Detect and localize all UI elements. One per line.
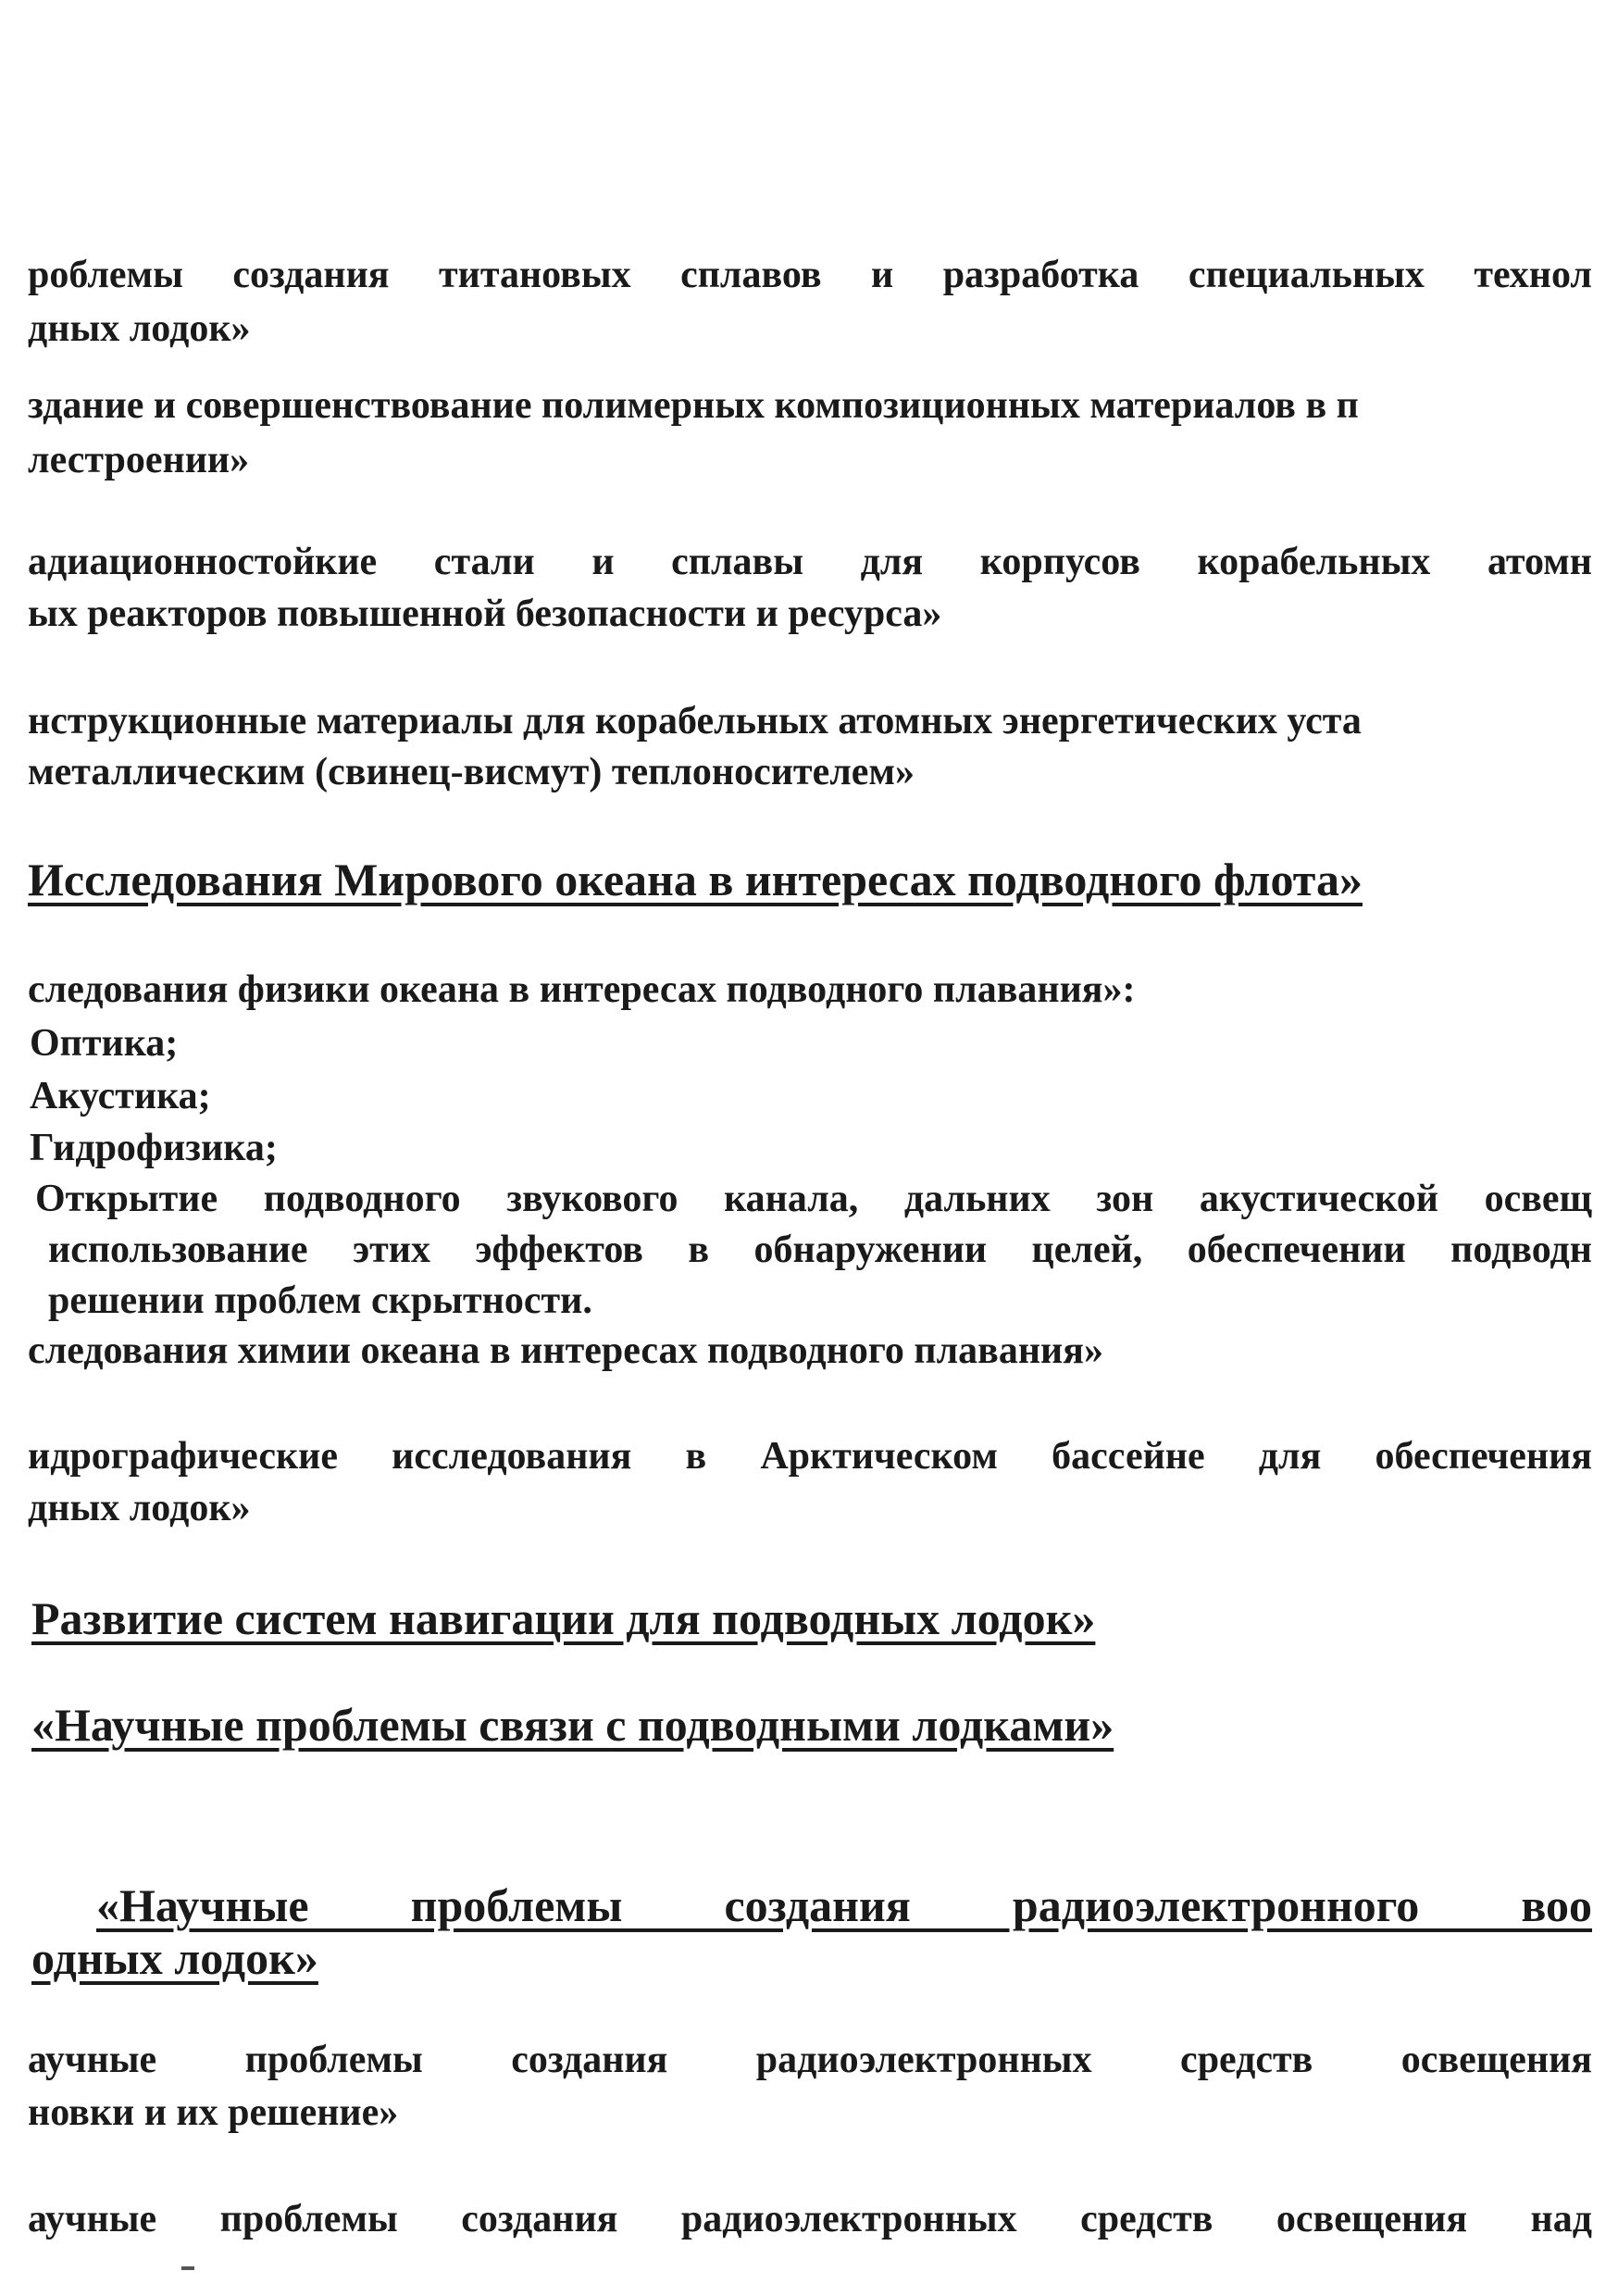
heading-radioelectronic-text: «Научные проблемы создания радиоэлектронного воо xyxy=(96,1879,1592,1931)
subitem-hydrophysics: Гидрофизика; xyxy=(30,1127,278,1169)
channel-line-2: использование этих эффектов в обнаружении целей, обеспечении подводн xyxy=(48,1229,1592,1271)
item-radiation-line-2: ых реакторов повышенной безопасности и ресурса» xyxy=(28,593,942,635)
item-titanium-line-2: дных лодок» xyxy=(28,307,251,350)
heading-navigation: Развитие систем навигации для подводных лодок» xyxy=(31,1592,1096,1644)
item-structural-line-1: нструкционные материалы для корабельных атомных энергетических уста xyxy=(28,700,1362,742)
radio-item-1-line-2: новки и их решение» xyxy=(28,2091,399,2134)
item-polymer-line-1: здание и совершенствование полимерных композиционных материалов в п xyxy=(28,384,1359,427)
ocean-physics-line: следования физики океана в интересах подводного плавания»: xyxy=(28,968,1136,1011)
subitem-optics: Оптика; xyxy=(30,1022,179,1065)
arctic-line-1: идрографические исследования в Арктическом бассейне для обеспечения xyxy=(28,1435,1592,1478)
item-titanium-line-1: роблемы создания титановых сплавов и разработка специальных технол xyxy=(28,254,1592,296)
channel-line-3: решении проблем скрытности. xyxy=(48,1279,592,1322)
subitem-acoustics: Акустика; xyxy=(30,1075,211,1117)
ocean-chemistry-line: следования химии океана в интересах подводного плавания» xyxy=(28,1329,1103,1372)
item-structural-line-2: металлическим (свинец-висмут) теплоносителем» xyxy=(28,751,915,793)
scan-speck xyxy=(181,2266,194,2270)
radio-item-2-line-1: аучные проблемы создания радиоэлектронных средств освещения над xyxy=(28,2198,1592,2240)
heading-communication: «Научные проблемы связи с подводными лодками» xyxy=(31,1699,1114,1751)
arctic-line-2: дных лодок» xyxy=(28,1487,251,1529)
heading-ocean-research: Исследования Мирового океана в интересах подводного флота» xyxy=(28,854,1363,905)
radio-item-1-line-1: аучные проблемы создания радиоэлектронных средств освещения xyxy=(28,2039,1592,2081)
item-polymer-line-2: лестроении» xyxy=(28,439,250,481)
channel-line-1: Открытие подводного звукового канала, дальних зон акустической освещ xyxy=(35,1178,1592,1220)
heading-radioelectronic-line-2: одных лодок» xyxy=(31,1932,318,1984)
item-radiation-line-1: адиационностойкие стали и сплавы для корпусов корабельных атомн xyxy=(28,541,1592,583)
heading-radioelectronic-line-1 xyxy=(31,1878,1592,1933)
